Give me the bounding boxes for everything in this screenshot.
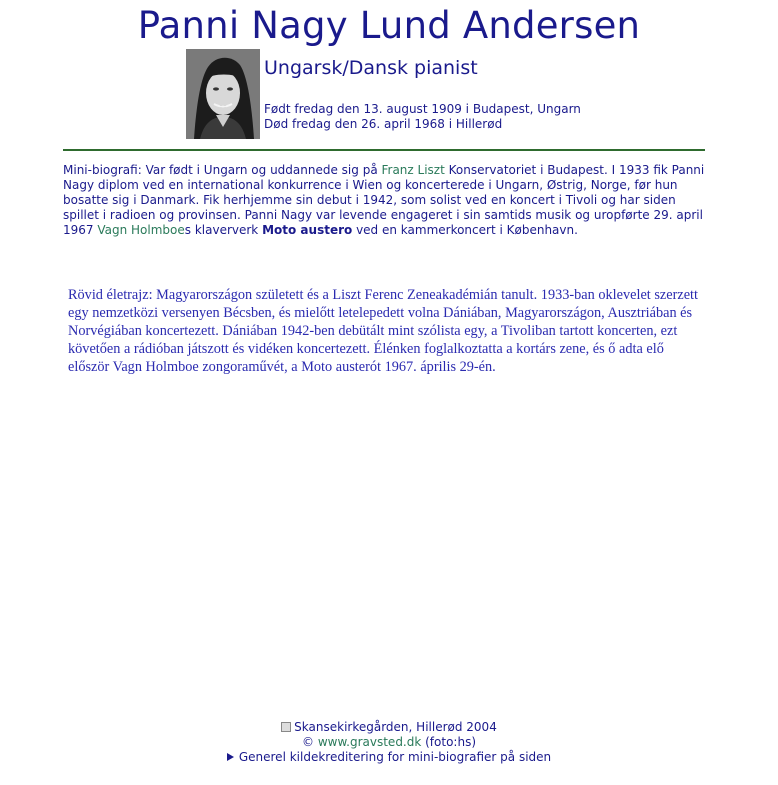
subtitle: Ungarsk/Dansk pianist <box>264 57 478 79</box>
work-title: Moto austero <box>262 223 353 237</box>
gravsted-link[interactable]: www.gravsted.dk <box>317 735 422 749</box>
death-date: Død fredag den 26. april 1968 i Hillerød <box>264 117 503 131</box>
photo-credit: (foto:hs) <box>421 735 477 749</box>
footer <box>0 720 778 765</box>
triangle-right-icon <box>227 753 234 761</box>
grave-text: Skansekirkegården, Hillerød 2004 <box>294 720 497 734</box>
copyright-symbol: © <box>301 735 318 749</box>
bio-text: s klaververk <box>184 223 263 237</box>
vagn-holmboe-link[interactable]: Vagn Holmboe <box>97 223 185 237</box>
birth-date: Født fredag den 13. august 1909 i Budapest, Ungarn <box>264 102 581 116</box>
credits-line[interactable] <box>0 750 778 765</box>
image-icon <box>281 722 291 732</box>
grave-location <box>0 720 778 735</box>
bio-text: ved en kammerkoncert i København. <box>352 223 578 237</box>
franz-liszt-link[interactable]: Franz Liszt <box>381 163 445 177</box>
portrait-photo <box>186 49 260 139</box>
page-title: Panni Nagy Lund Andersen <box>137 4 641 47</box>
bio-text: Konservatoriet i Budapest. I 1933 fik Panni Nagy diplom ved en international konkurrence i Wien og koncerterede i Ungarn, Østrig, Norge, før hun bosatte sig i Danmark. Fik herhjemme sin debut i 1942, som solist ved en koncert i Tivoli og har siden spillet i radioen og provinsen. Panni Nagy var levende engageret i sin samtids musik og uropførte 29. april 1967 <box>63 163 705 237</box>
life-dates <box>264 102 581 132</box>
mini-biography-danish <box>63 163 715 238</box>
bio-text: Mini-biografi: Var født i Ungarn og uddannede sig på <box>63 163 382 177</box>
mini-biography-hungarian: Rövid életrajz: Magyarországon született és a Liszt Ferenc Zeneakadémián tanult. 1933-ban oklevelet szerzett egy nemzetközi versenyen Bécsben, és mielőtt letelepedett volna Dániában, Magyarországon, Ausztriában és Norvégiában koncertezett. Dániában 1942-ben debütált mint szólista egy, a Tivoliban tartott koncerten, ezt követően a rádióban játszott és vidéken koncertezett. Élénken foglalkoztatta a kortárs zene, és ő adta elő először Vagn Holmboe zongoraművét, a Moto austerót 1967. április 29-én. <box>68 287 698 375</box>
credits-link[interactable]: Generel kildekreditering for mini-biografier på siden <box>238 750 552 764</box>
copyright-line <box>0 735 778 750</box>
divider <box>63 149 705 151</box>
